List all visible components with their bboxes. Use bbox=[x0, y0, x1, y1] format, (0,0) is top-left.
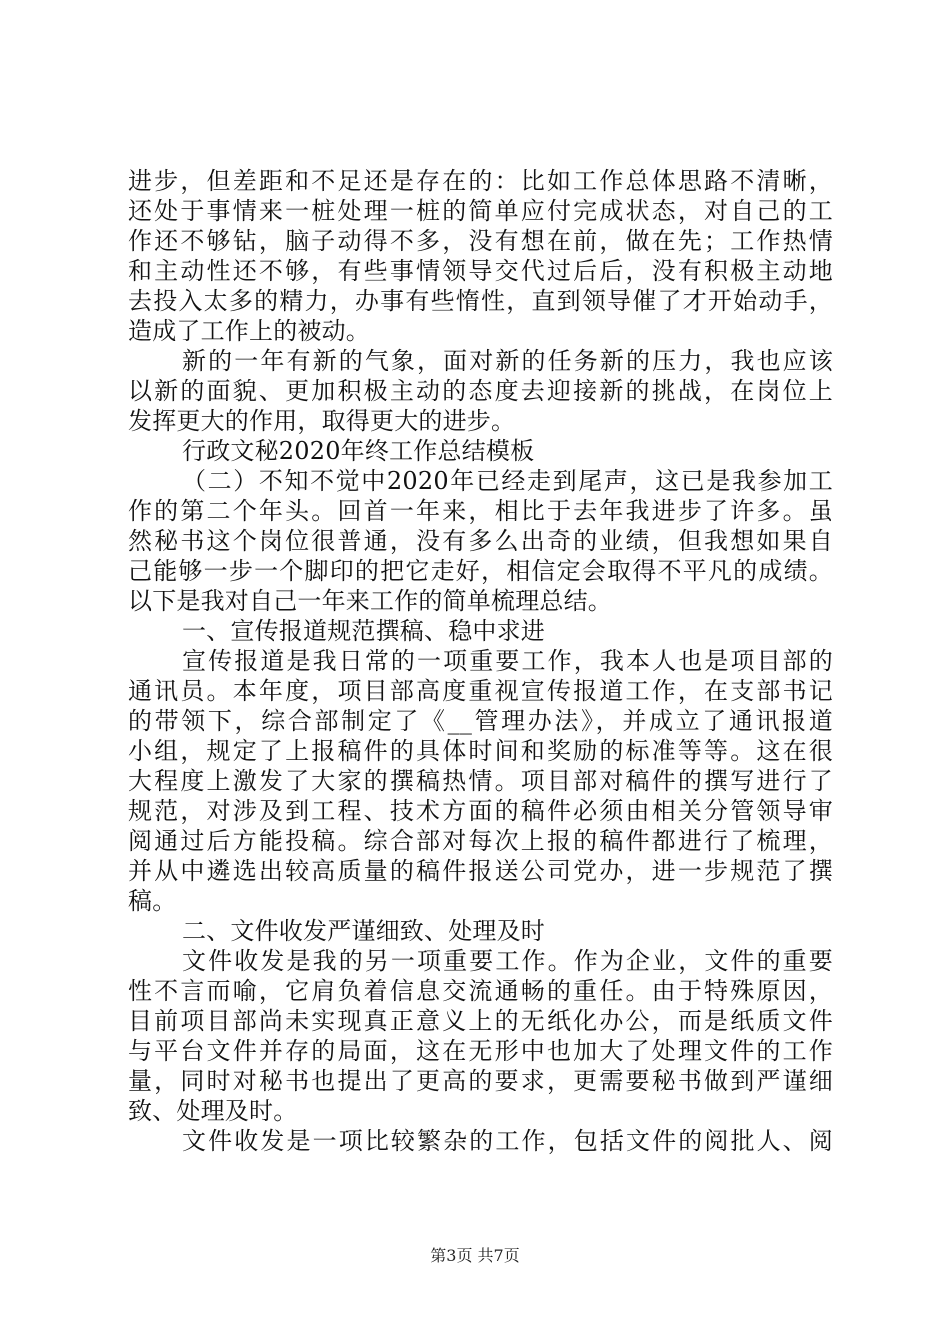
text-line: 通讯员。本年度，项目部高度重视宣传报道工作，在支部书记 bbox=[128, 677, 833, 705]
paragraph-start-line: （二）不知不觉中2020年已经走到尾声，这已是我参加工 bbox=[182, 467, 833, 495]
text-line: 小组，规定了上报稿件的具体时间和奖励的标准等等。这在很 bbox=[128, 737, 833, 765]
text-line: 作的第二个年头。回首一年来，相比于去年我进步了许多。虽 bbox=[128, 497, 833, 525]
text-line: 与平台文件并存的局面，这在无形中也加大了处理文件的工作 bbox=[128, 1037, 833, 1065]
section-heading: 二、文件收发严谨细致、处理及时 bbox=[182, 917, 545, 945]
document-body bbox=[128, 166, 833, 1156]
paragraph-start-line: 文件收发是一项比较繁杂的工作，包括文件的阅批人、阅 bbox=[182, 1127, 833, 1155]
text-line: 造成了工作上的被动。 bbox=[128, 317, 370, 345]
text-line: 以下是我对自己一年来工作的简单梳理总结。 bbox=[128, 587, 612, 615]
text-line: 的带领下，综合部制定了《__管理办法》，并成立了通讯报道 bbox=[128, 707, 833, 735]
text-line: 目前项目部尚未实现真正意义上的无纸化办公，而是纸质文件 bbox=[128, 1007, 833, 1035]
text-line: 作还不够钻，脑子动得不多，没有想在前，做在先；工作热情 bbox=[128, 227, 833, 255]
paragraph-start-line: 宣传报道是我日常的一项重要工作，我本人也是项目部的 bbox=[182, 647, 833, 675]
text-line: 己能够一步一个脚印的把它走好，相信定会取得不平凡的成绩。 bbox=[128, 557, 833, 585]
text-line: 和主动性还不够，有些事情领导交代过后后，没有积极主动地 bbox=[128, 257, 833, 285]
text-line: 还处于事情来一桩处理一桩的简单应付完成状态，对自己的工 bbox=[128, 197, 833, 225]
text-line: 阅通过后方能投稿。综合部对每次上报的稿件都进行了梳理， bbox=[128, 827, 833, 855]
text-line: 发挥更大的作用，取得更大的进步。 bbox=[128, 407, 516, 435]
text-line: 然秘书这个岗位很普通，没有多么出奇的业绩，但我想如果自 bbox=[128, 527, 833, 555]
text-line: 规范，对涉及到工程、技术方面的稿件必须由相关分管领导审 bbox=[128, 797, 833, 825]
text-line: 进步，但差距和不足还是存在的：比如工作总体思路不清晰， bbox=[128, 167, 833, 195]
text-line: 大程度上激发了大家的撰稿热情。项目部对稿件的撰写进行了 bbox=[128, 767, 833, 795]
text-line: 去投入太多的精力，办事有些惰性，直到领导催了才开始动手， bbox=[128, 287, 833, 315]
text-line: 稿。 bbox=[128, 887, 177, 915]
section-heading: 一、宣传报道规范撰稿、稳中求进 bbox=[182, 617, 545, 645]
text-line: 并从中遴选出较高质量的稿件报送公司党办，进一步规范了撰 bbox=[128, 857, 833, 885]
text-line: 致、处理及时。 bbox=[128, 1097, 298, 1125]
page-number-footer: 第3页 共7页 bbox=[430, 1246, 520, 1265]
paragraph-start-line: 新的一年有新的气象，面对新的任务新的压力，我也应该 bbox=[182, 347, 833, 375]
text-line: 以新的面貌、更加积极主动的态度去迎接新的挑战，在岗位上 bbox=[128, 377, 833, 405]
paragraph-start-line: 文件收发是我的另一项重要工作。作为企业，文件的重要 bbox=[182, 947, 833, 975]
section-title: 行政文秘2020年终工作总结模板 bbox=[182, 437, 535, 465]
text-line: 性不言而喻，它肩负着信息交流通畅的重任。由于特殊原因， bbox=[128, 977, 833, 1005]
text-line: 量，同时对秘书也提出了更高的要求，更需要秘书做到严谨细 bbox=[128, 1067, 833, 1095]
